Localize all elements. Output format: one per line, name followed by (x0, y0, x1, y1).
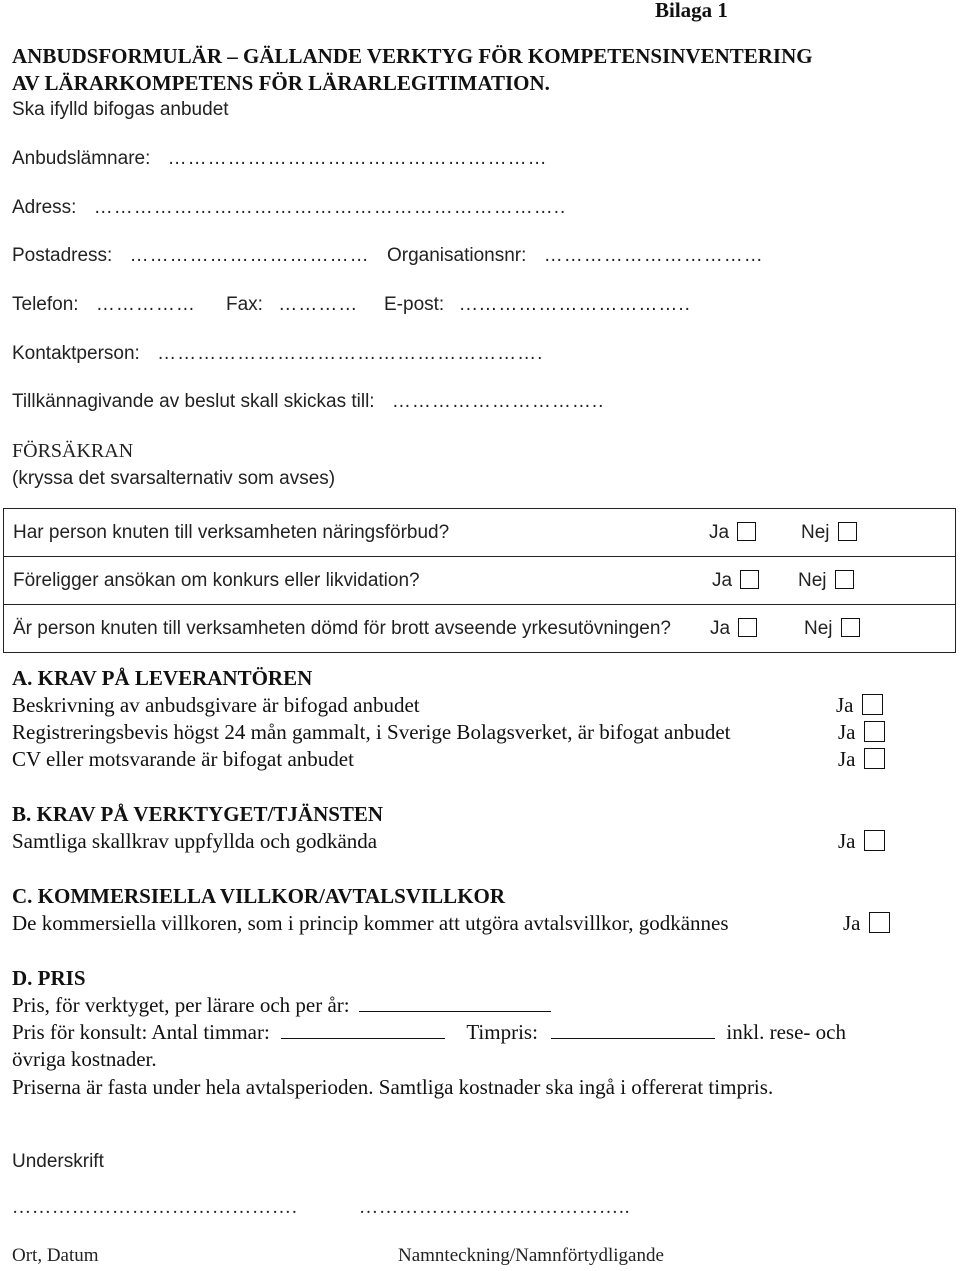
assurance-yes-option[interactable] (710, 618, 757, 640)
postal-address-field[interactable] (12, 245, 370, 267)
form-title-line2: AV LÄRARKOMPETENS FÖR LÄRARLEGITIMATION. (12, 71, 550, 95)
fax-dots: ………… (278, 294, 359, 315)
yes-checkbox[interactable] (864, 748, 885, 769)
fax-label: Fax: (226, 294, 263, 315)
hourly-rate-label: Timpris: (466, 1020, 538, 1044)
assurance-question: Har person knuten till verksamheten näringsförbud? (13, 521, 450, 543)
assurance-yes-option[interactable] (712, 570, 759, 592)
section-b-item: Samtliga skallkrav uppfyllda och godkända (12, 829, 378, 853)
yes-checkbox[interactable] (738, 618, 757, 637)
section-c-item: De kommersiella villkoren, som i princip kommer att utgöra avtalsvillkor, godkännes (12, 911, 729, 935)
section-a-item-2: Registreringsbevis högst 24 mån gammalt, i Sverige Bolagsverket, är bifogat anbudet (12, 720, 731, 744)
form-subtitle: Ska ifylld bifogas anbudet (12, 99, 229, 120)
fixed-prices-text: Priserna är fasta under hela avtalsperioden. Samtliga kostnader ska ingå i offererat timpris. (12, 1075, 774, 1099)
decision-recipient-field[interactable] (12, 391, 604, 413)
section-a-item-1: Beskrivning av anbudsgivare är bifogad anbudet (12, 693, 420, 717)
address-label: Adress: (12, 197, 77, 218)
postal-address-dots: ……………………………… (129, 245, 370, 266)
section-a-heading: A. KRAV PÅ LEVERANTÖREN (12, 666, 313, 690)
no-label: Nej (804, 617, 833, 639)
section-a-yes-2[interactable] (838, 720, 885, 745)
org-number-dots: …………………………… (543, 245, 764, 266)
decision-recipient-dots: ………………………….. (391, 391, 605, 412)
no-checkbox[interactable] (835, 570, 854, 589)
place-date-label: Ort, Datum (12, 1245, 99, 1266)
assurance-row (4, 509, 956, 557)
bidder-field[interactable] (12, 148, 548, 170)
hourly-rate-blank[interactable] (551, 1020, 715, 1039)
yes-checkbox[interactable] (737, 522, 756, 541)
address-field[interactable] (12, 197, 566, 219)
phone-field[interactable] (12, 294, 196, 316)
assurance-question: Föreligger ansökan om konkurs eller likvidation? (13, 569, 420, 591)
appendix-label: Bilaga 1 (655, 0, 728, 22)
contact-person-dots: …………………………………………………. (157, 343, 544, 364)
section-c-yes[interactable] (843, 911, 890, 936)
assurance-heading: FÖRSÄKRAN (12, 440, 134, 462)
price-per-teacher-row (12, 993, 551, 1018)
yes-label: Ja (843, 911, 861, 935)
email-field[interactable] (384, 294, 691, 316)
no-checkbox[interactable] (841, 618, 860, 637)
bidder-dots: ………………………………………………… (167, 148, 548, 169)
decision-recipient-label: Tillkännagivande av beslut skall skickas till: (12, 391, 375, 412)
assurance-instruction: (kryssa det svarsalternativ som avses) (12, 468, 336, 489)
fax-field[interactable] (226, 294, 358, 316)
price-per-teacher-label: Pris, för verktyget, per lärare och per år: (12, 993, 350, 1017)
assurance-no-option[interactable] (798, 570, 854, 592)
yes-label: Ja (838, 747, 856, 771)
form-title-line1: ANBUDSFORMULÄR – GÄLLANDE VERKTYG FÖR KOMPETENSINVENTERING (12, 44, 813, 68)
assurance-question-cell (4, 509, 956, 557)
incl-costs-text: inkl. rese- och (726, 1020, 846, 1044)
consultant-hours-label: Pris för konsult: Antal timmar: (12, 1020, 270, 1044)
yes-checkbox[interactable] (869, 912, 890, 933)
no-label: Nej (798, 569, 827, 591)
signature-dots[interactable]: ………………………………….. (359, 1197, 631, 1218)
assurance-question: Är person knuten till verksamheten dömd för brott avseende yrkesutövningen? (13, 617, 671, 639)
postal-address-label: Postadress: (12, 245, 113, 266)
other-costs-text: övriga kostnader. (12, 1047, 157, 1071)
yes-checkbox[interactable] (740, 570, 759, 589)
no-checkbox[interactable] (838, 522, 857, 541)
email-dots: ...………………………….. (459, 294, 691, 315)
email-label: E-post: (384, 294, 445, 315)
phone-dots: …………… (95, 294, 196, 315)
place-date-dots[interactable]: ……………………………………. (12, 1197, 298, 1218)
assurance-question-cell (4, 557, 956, 605)
section-b-yes[interactable] (838, 829, 885, 854)
yes-label: Ja (838, 720, 856, 744)
yes-checkbox[interactable] (864, 721, 885, 742)
section-a-yes-3[interactable] (838, 747, 885, 772)
section-d-heading: D. PRIS (12, 966, 86, 990)
signature-name-label: Namnteckning/Namnförtydligande (398, 1245, 664, 1266)
assurance-row (4, 557, 956, 605)
assurance-question-cell (4, 605, 956, 653)
phone-label: Telefon: (12, 294, 79, 315)
assurance-row (4, 605, 956, 653)
assurance-no-option[interactable] (804, 618, 860, 640)
yes-label: Ja (838, 829, 856, 853)
consultant-hours-blank[interactable] (281, 1020, 445, 1039)
bidder-label: Anbudslämnare: (12, 148, 151, 169)
yes-label: Ja (712, 569, 733, 591)
contact-person-label: Kontaktperson: (12, 343, 140, 364)
section-c-heading: C. KOMMERSIELLA VILLKOR/AVTALSVILLKOR (12, 884, 506, 908)
org-number-label: Organisationsnr: (387, 245, 527, 266)
no-label: Nej (801, 521, 830, 543)
address-dots: …………………………………………………………….. (93, 197, 567, 218)
yes-label: Ja (710, 617, 731, 639)
assurance-yes-option[interactable] (709, 522, 756, 544)
yes-label: Ja (836, 693, 854, 717)
yes-checkbox[interactable] (862, 694, 883, 715)
section-a-item-3: CV eller motsvarande är bifogat anbudet (12, 747, 354, 771)
section-a-yes-1[interactable] (836, 693, 883, 718)
price-per-teacher-blank[interactable] (359, 993, 551, 1012)
assurance-table (3, 508, 956, 653)
assurance-no-option[interactable] (801, 522, 857, 544)
consultant-price-row (12, 1020, 846, 1045)
yes-checkbox[interactable] (864, 830, 885, 851)
section-b-heading: B. KRAV PÅ VERKTYGET/TJÄNSTEN (12, 802, 384, 826)
signature-heading: Underskrift (12, 1151, 104, 1172)
contact-person-field[interactable] (12, 343, 543, 365)
yes-label: Ja (709, 521, 730, 543)
org-number-field[interactable] (387, 245, 764, 267)
